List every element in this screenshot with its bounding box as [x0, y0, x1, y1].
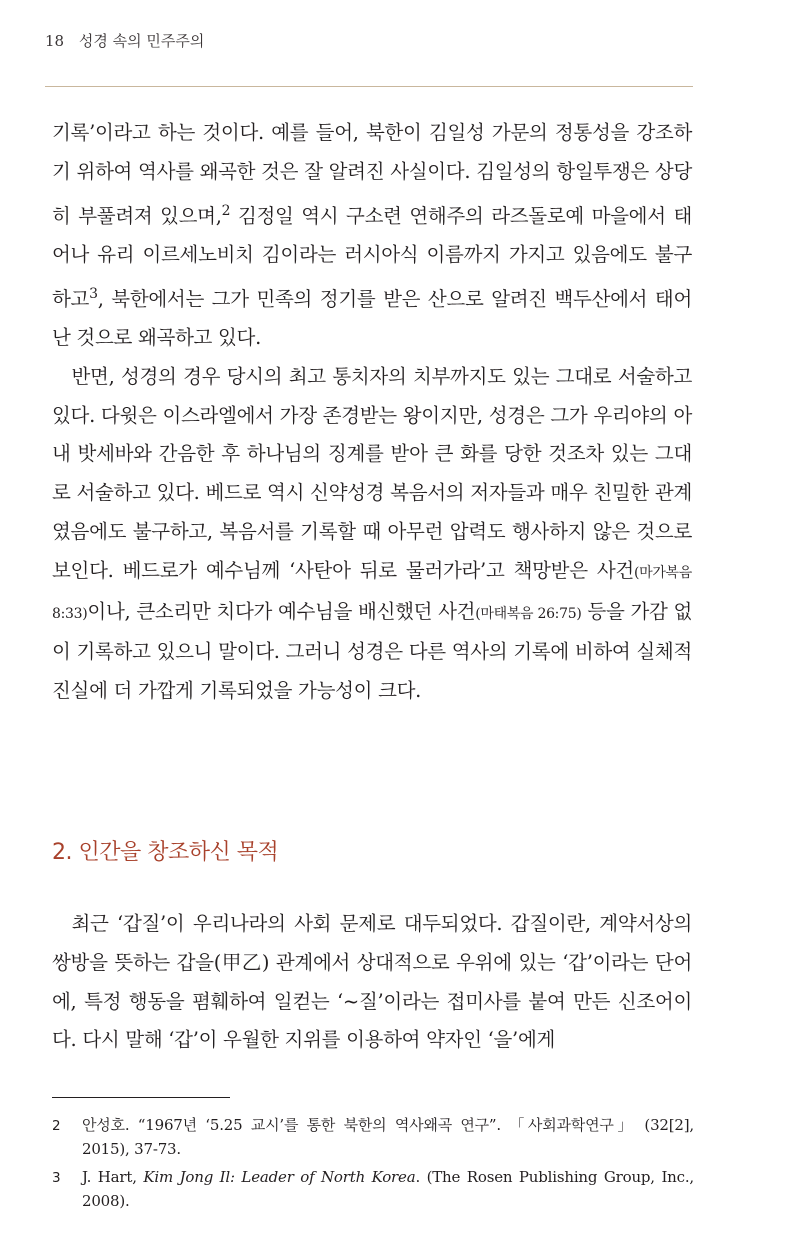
book-title: Kim Jong Il: Leader of North Korea — [143, 1168, 416, 1186]
footnote-text: J. Hart, Kim Jong Il: Leader of North Korea. (The Rosen Publishing Group, Inc., 2008). — [82, 1168, 694, 1210]
footnote-number: 2 — [52, 1118, 61, 1134]
page-number: 18 — [45, 32, 65, 50]
section-heading: 2. 인간을 창조하신 목적 — [52, 840, 279, 865]
scripture-reference: (마태복음 26:75) — [475, 605, 582, 622]
header-divider — [45, 86, 693, 87]
scripture-reference: (마가복음 8:33) — [52, 564, 692, 622]
running-title: 성경 속의 민주주의 — [78, 32, 205, 50]
paragraph: 기록’이라고 하는 것이다. 예를 들어, 북한이 김일성 가문의 정통성을 강조하기 위하여 역사를 왜곡한 것은 잘 알려진 사실이다. 김일성의 항일투쟁은 상당히 부풀려져 있으며,$^2$ 김정일 역시 구소련 연해주의 라즈돌로예 마을에서 태어나 유리 이르세노비치 김이라는 러시아식 이름까지 가지고 있음에도 불구하고$^3$, 북한에서는 그가 민족의 정기를 받은 산으로 알려진 백두산에서 태어난 것으로 왜곡하고 있다. — [52, 121, 693, 349]
footnote-ref[interactable]: 2 — [221, 202, 231, 219]
footnote-text: 안성호. “1967년 ‘5.25 교시’를 통한 북한의 역사왜곡 연구”. 「사회과학연구」 (32[2], 2015), 37-73. — [82, 1116, 694, 1158]
page-header — [45, 30, 705, 58]
paragraph: 최근 ‘갑질’이 우리나라의 사회 문제로 대두되었다. 갑질이란, 계약서상의 쌍방을 뜻하는 갑을(甲乙) 관계에서 상대적으로 우위에 있는 ‘갑’이라는 단어에, 특정 행동을 폄훼하여 일컫는 ‘~질’이라는 접미사를 붙여 만든 신조어이다. 다시 말해 ‘갑’이 우월한 지위를 이용하여 약자인 ‘을’에게 — [52, 912, 692, 1052]
footnote-ref[interactable]: 3 — [89, 285, 98, 302]
footnotes — [52, 1113, 694, 1217]
paragraph: 반면, 성경의 경우 당시의 최고 통치자의 치부까지도 있는 그대로 서술하고 있다. 다윗은 이스라엘에서 가장 존경받는 왕이지만, 성경은 그가 우리야의 아내 밧세바와 간음한 후 하나님의 징계를 받아 큰 화를 당한 것조차 있는 그대로 서술하고 있다. 베드로 역시 신약성경 복음서의 저자들과 매우 친밀한 관계였음에도 불구하고, 복음서를 기록할 때 아무런 압력도 행사하지 않은 것으로 보인다. 베드로가 예수님께 ‘사탄아 뒤로 물러가라’고 책망받은 사건(마가복음 8:33)이나, 큰소리만 치다가 예수님을 배신했던 사건(마태복음 26:75) 등을 가감 없이 기록하고 있으니 말이다. 그러니 성경은 다른 역사의 기록에 비하여 실체적 진실에 더 가깝게 기록되었을 가능성이 크다. — [52, 364, 692, 703]
footnote — [52, 1165, 694, 1213]
footnote — [52, 1113, 694, 1161]
footnote-divider — [52, 1097, 230, 1098]
footnote-number: 3 — [52, 1170, 61, 1186]
body-text-top — [52, 114, 692, 711]
body-text-bottom — [52, 905, 692, 1060]
